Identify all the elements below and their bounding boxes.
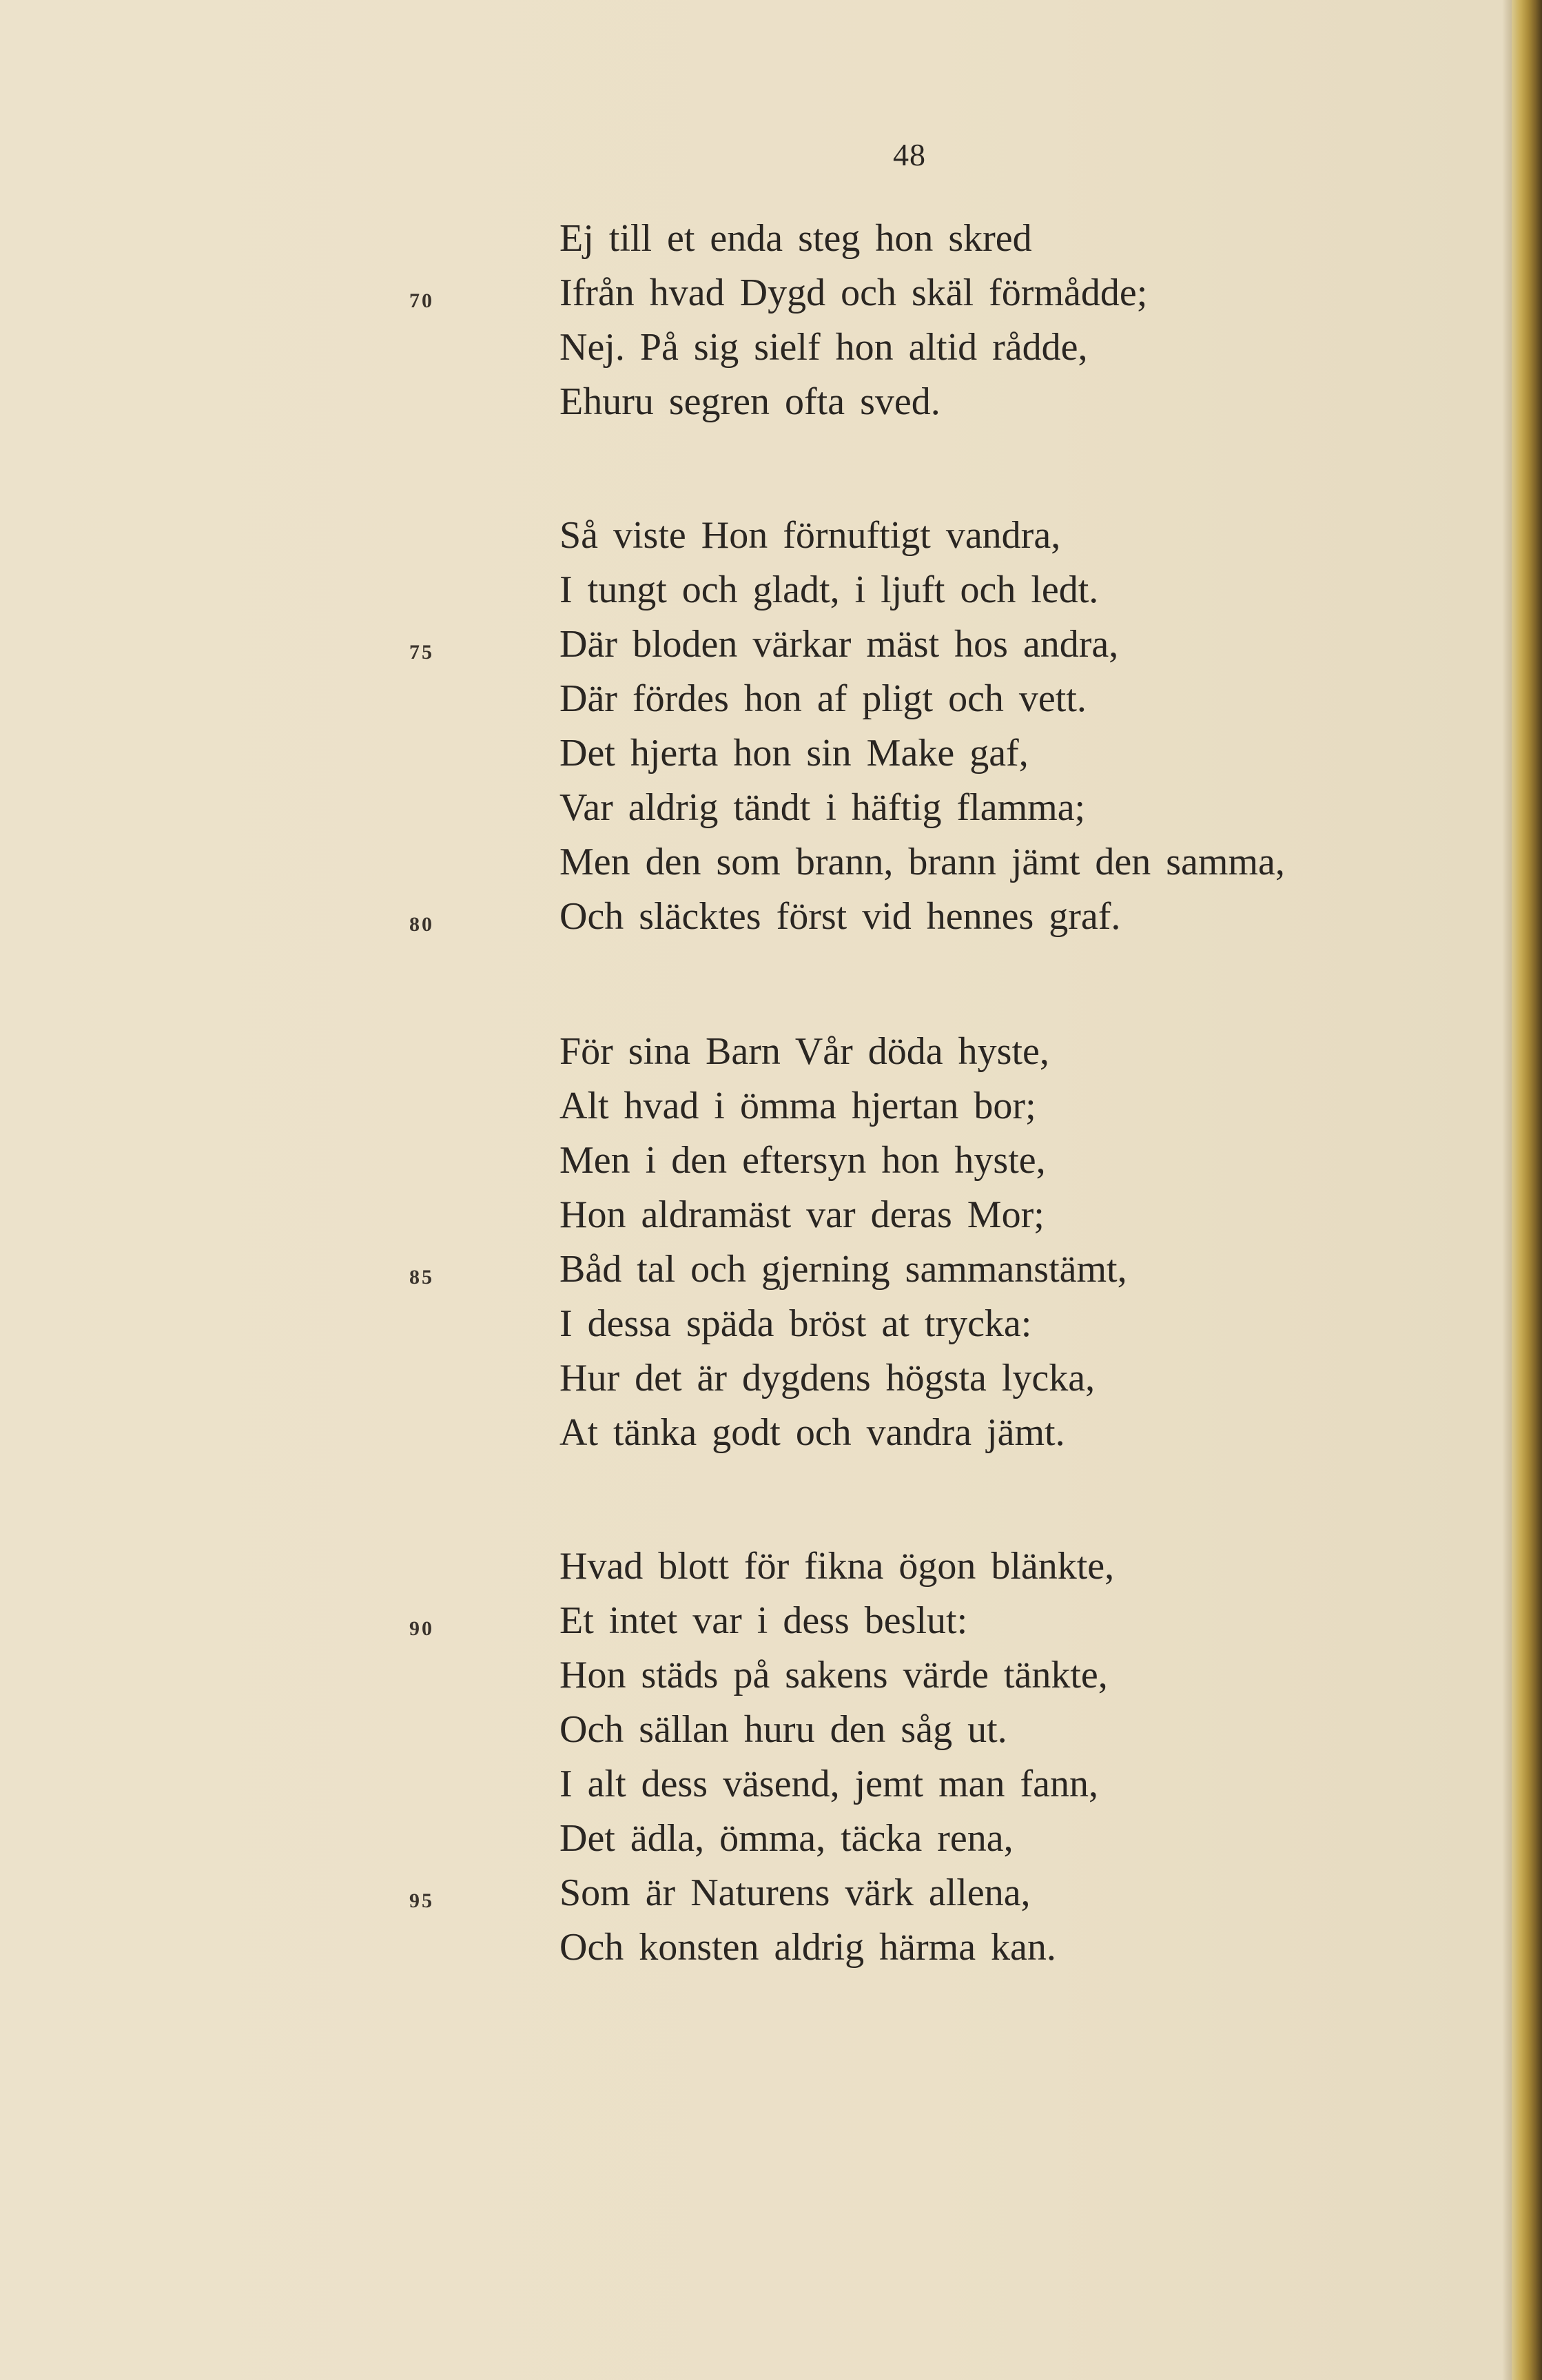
verse-line: Det hjerta hon sin Make gaf, [559, 732, 1029, 774]
verse-line: Och släcktes först vid hennes graf. [559, 895, 1121, 938]
verse-line: Hon städs på sakens värde tänkte, [559, 1654, 1108, 1696]
verse-line: Båd tal och gjerning sammanstämt, [559, 1248, 1127, 1291]
line-number: 70 [409, 289, 434, 312]
verse-line: Och sällan huru den såg ut. [559, 1708, 1007, 1751]
verse-line: Ifrån hvad Dygd och skäl förmådde; [559, 271, 1148, 314]
verse-line: Et intet var i dess beslut: [559, 1599, 968, 1642]
verse-line: Var aldrig tändt i häftig flamma; [559, 786, 1086, 829]
verse-line: Men den som brann, brann jämt den samma, [559, 841, 1285, 883]
verse-line: I dessa späda bröst at trycka: [559, 1302, 1032, 1345]
line-number: 75 [409, 641, 434, 664]
verse-line: Alt hvad i ömma hjertan bor; [559, 1085, 1036, 1127]
verse-line: At tänka godt och vandra jämt. [559, 1411, 1065, 1454]
verse-line: För sina Barn Vår döda hyste, [559, 1030, 1049, 1073]
verse-line: Där fördes hon af pligt och vett. [559, 677, 1087, 720]
verse-line: Hur det är dygdens högsta lycka, [559, 1357, 1096, 1399]
book-edge [1512, 0, 1542, 2380]
verse-line: Hon aldramäst var deras Mor; [559, 1193, 1045, 1236]
verse-line: Hvad blott för fikna ögon blänkte, [559, 1545, 1115, 1588]
verse-line: Men i den eftersyn hon hyste, [559, 1139, 1046, 1182]
verse-line: Så viste Hon förnuftigt vandra, [559, 514, 1061, 557]
page-number: 48 [893, 137, 926, 172]
verse-line: Ej till et enda steg hon skred [559, 217, 1032, 260]
verse-line: Ehuru segren ofta sved. [559, 380, 940, 423]
verse-line: Och konsten aldrig härma kan. [559, 1926, 1056, 1969]
verse-line: Nej. På sig sielf hon altid rådde, [559, 326, 1088, 369]
verse-line: Som är Naturens värk allena, [559, 1871, 1031, 1914]
verse-line: I tungt och gladt, i ljuft och ledt. [559, 568, 1099, 611]
line-number: 95 [409, 1889, 434, 1912]
verse-line: Det ädla, ömma, täcka rena, [559, 1817, 1014, 1860]
line-number: 85 [409, 1266, 434, 1289]
verse-line: I alt dess väsend, jemt man fann, [559, 1763, 1099, 1805]
verse-line: Där bloden värkar mäst hos andra, [559, 623, 1119, 666]
page-edge-shadow [1502, 0, 1512, 2380]
line-number: 90 [409, 1617, 434, 1640]
line-number: 80 [409, 913, 434, 936]
